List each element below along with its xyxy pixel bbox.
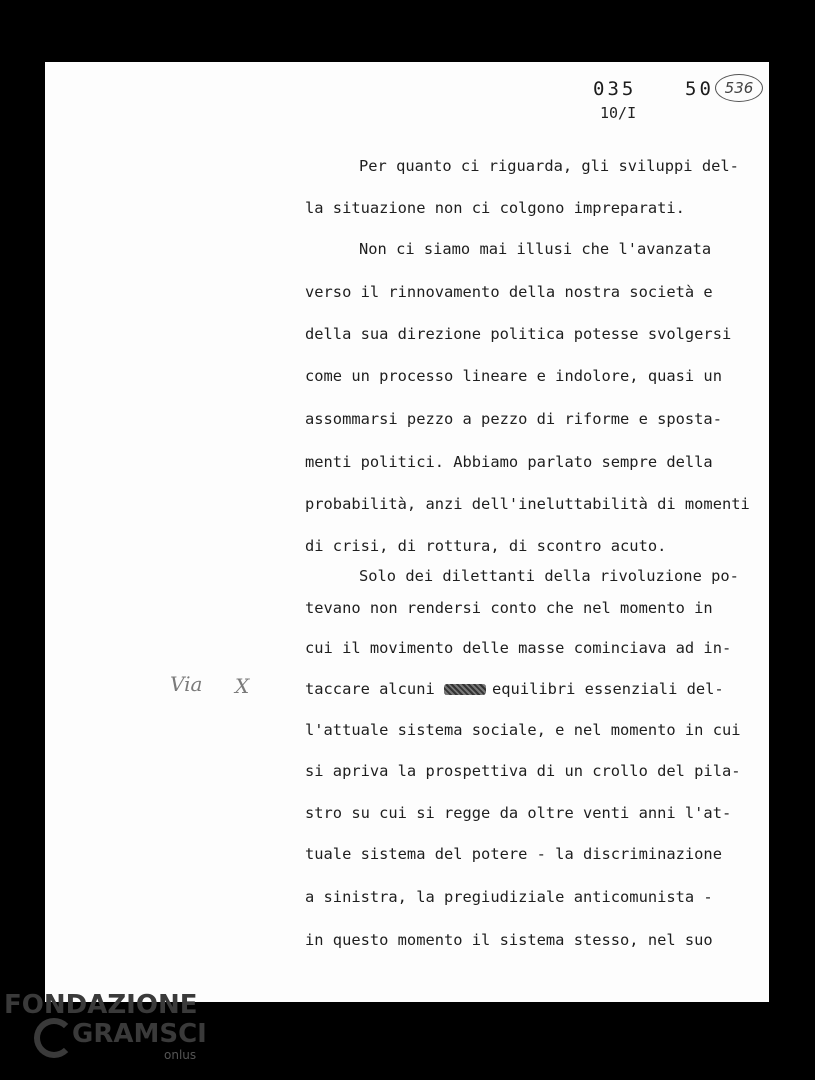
text-line: tuale sistema del potere - la discriminazione xyxy=(305,845,722,863)
margin-note-word: Via xyxy=(170,672,203,696)
page-number-secondary: 50 xyxy=(685,78,714,100)
text-line: in questo momento il sistema stesso, nel suo xyxy=(305,931,713,949)
text-line: Solo dei dilettanti della rivoluzione po- xyxy=(359,567,739,585)
text-line: l'attuale sistema sociale, e nel momento in cui xyxy=(305,721,741,739)
logo-line-1: FONDAZIONE xyxy=(4,990,198,1020)
page-number-primary: 035 xyxy=(593,78,637,100)
text-line xyxy=(305,680,724,698)
text-line: la situazione non ci colgono impreparati. xyxy=(305,199,685,217)
logo-line-3: onlus xyxy=(164,1048,197,1062)
struck-out-word xyxy=(444,684,486,695)
logo-g-circle-icon xyxy=(34,1018,74,1058)
text-line: come un processo lineare e indolore, quasi un xyxy=(305,367,722,385)
text-line: della sua direzione politica potesse svolgersi xyxy=(305,325,732,343)
line-start: taccare alcuni xyxy=(305,680,435,698)
text-line: menti politici. Abbiamo parlato sempre della xyxy=(305,453,713,471)
text-line: si apriva la prospettiva di un crollo del pila- xyxy=(305,762,741,780)
text-line: probabilità, anzi dell'ineluttabilità di momenti xyxy=(305,495,750,513)
margin-note-mark: X xyxy=(235,674,250,698)
text-line: verso il rinnovamento della nostra società e xyxy=(305,283,713,301)
circled-archive-number: 536 xyxy=(715,74,763,102)
text-line: cui il movimento delle masse cominciava ad in- xyxy=(305,639,732,657)
text-line: a sinistra, la pregiudiziale anticomunista - xyxy=(305,888,713,906)
text-line: Per quanto ci riguarda, gli sviluppi del- xyxy=(359,157,739,175)
text-line: assommarsi pezzo a pezzo di riforme e sposta- xyxy=(305,410,722,428)
text-line: di crisi, di rottura, di scontro acuto. xyxy=(305,537,667,555)
text-line: tevano non rendersi conto che nel momento in xyxy=(305,599,713,617)
logo-line-2: GRAMSCI xyxy=(72,1019,207,1049)
line-end: equilibri essenziali del- xyxy=(492,680,724,698)
reference-mark: 10/I xyxy=(600,104,637,122)
text-line: stro su cui si regge da oltre venti anni l'at- xyxy=(305,804,732,822)
text-line: Non ci siamo mai illusi che l'avanzata xyxy=(359,240,712,258)
document-page xyxy=(45,62,769,1002)
fondazione-gramsci-logo xyxy=(4,990,207,1062)
